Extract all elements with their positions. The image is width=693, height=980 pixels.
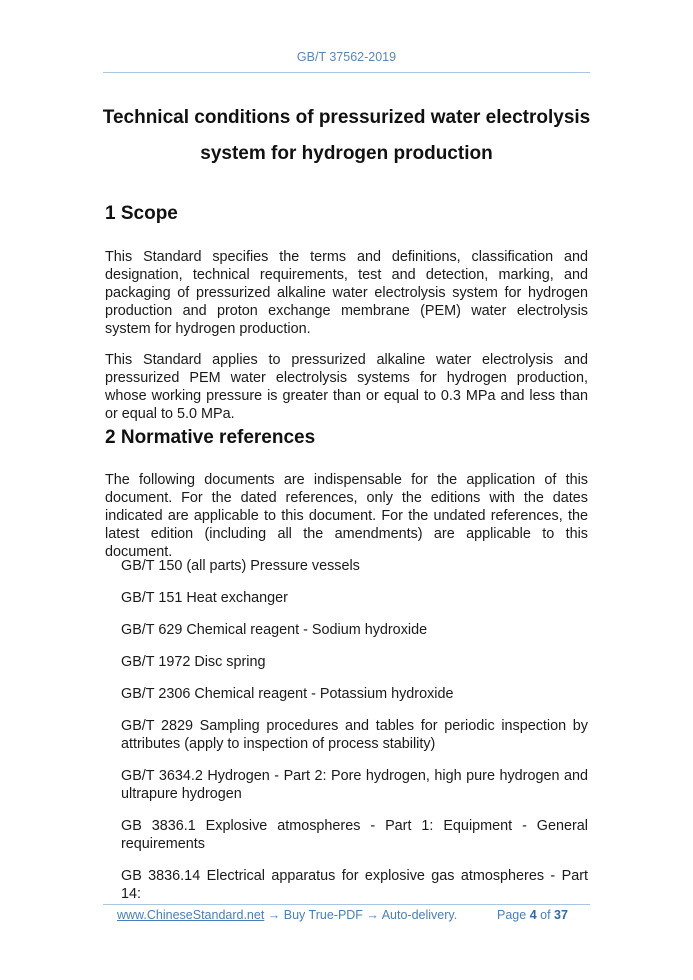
reference-item: GB/T 150 (all parts) Pressure vessels — [121, 558, 360, 574]
reference-item: GB/T 3634.2 Hydrogen - Part 2: Pore hydrogen, high pure hydrogen and ultrapure hydrogen — [121, 768, 588, 802]
reference-item: GB 3836.14 Electrical apparatus for explosive gas atmospheres - Part 14: — [121, 868, 588, 902]
page-total: 37 — [554, 908, 568, 922]
header-divider — [103, 72, 590, 73]
section-heading-normative-references: 2 Normative references — [105, 427, 316, 448]
page-label: Page — [497, 908, 527, 922]
document-title — [90, 100, 603, 172]
footer-promo-text: → Buy True-PDF → Auto-delivery. — [264, 908, 458, 922]
page-of-label: of — [540, 908, 551, 922]
reference-item: GB/T 1972 Disc spring — [121, 654, 266, 670]
reference-item: GB/T 2829 Sampling procedures and tables for periodic inspection by attributes (apply to inspection of process stability) — [121, 718, 588, 752]
reference-item: GB/T 151 Heat exchanger — [121, 590, 288, 606]
document-title-line-1: Technical conditions of pressurized water electrolysis — [102, 107, 591, 128]
section-heading-scope: 1 Scope — [105, 203, 178, 224]
footer — [117, 908, 568, 922]
chinese-standard-link[interactable]: www.ChineseStandard.net — [117, 908, 265, 922]
reference-item: GB/T 629 Chemical reagent - Sodium hydroxide — [121, 622, 428, 638]
reference-item: GB 3836.1 Explosive atmospheres - Part 1: Equipment - General requirements — [121, 818, 588, 852]
reference-item: GB/T 2306 Chemical reagent - Potassium hydroxide — [121, 686, 454, 702]
header-standard-code: GB/T 37562-2019 — [296, 50, 397, 64]
page-indicator — [497, 908, 568, 922]
footer-divider — [103, 904, 590, 905]
scope-paragraph-2: This Standard applies to pressurized alkaline water electrolysis and pressurized PEM water electrolysis systems for hydrogen production, whose working pressure is greater than or equal to 0.3 MPa and less than or equal to 5.0 MPa. — [105, 352, 588, 422]
scope-paragraph-1: This Standard specifies the terms and definitions, classification and designation, technical requirements, test and detection, marking, and packaging of pressurized alkaline water electrolysis system for hydrogen production and proton exchange membrane (PEM) water electrolysis system for hydrogen production. — [105, 249, 588, 337]
document-title-line-2: system for hydrogen production — [200, 143, 493, 164]
page-current: 4 — [529, 908, 537, 922]
normative-references-intro: The following documents are indispensable for the application of this document. For the dated references, only the editions with the dates indicated are applicable to this document. For the undated references, the latest edition (including all the amendments) are applicable to this document. — [105, 472, 588, 560]
